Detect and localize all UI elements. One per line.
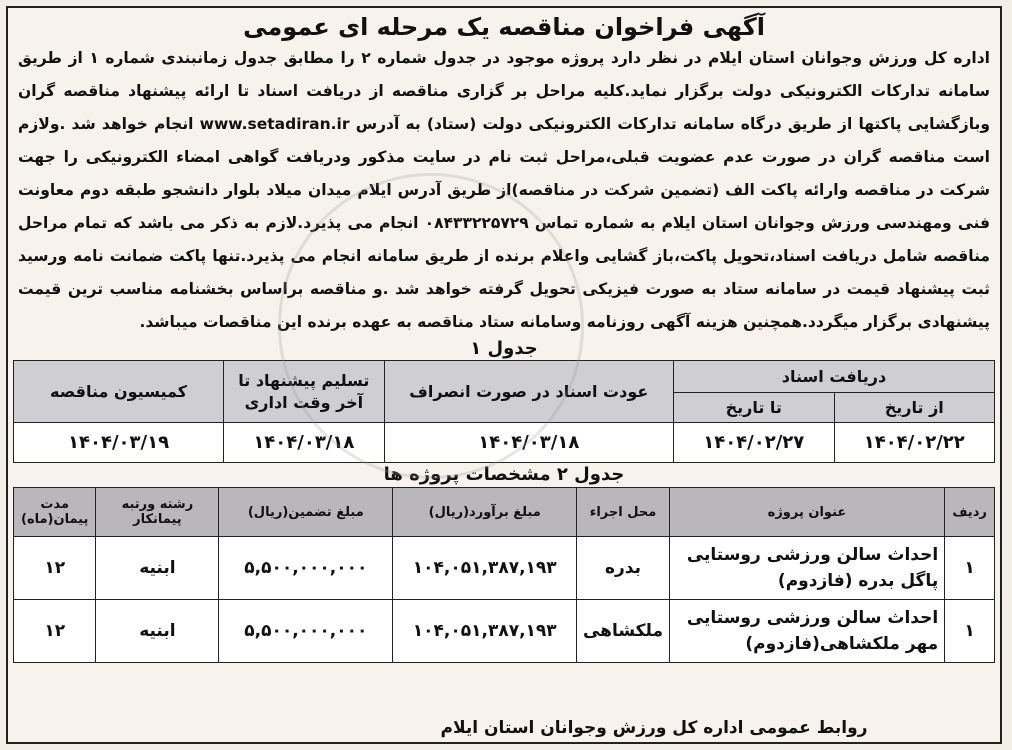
guarantee-header: مبلغ تضمین(ریال): [219, 488, 393, 537]
submit-value: ۱۴۰۴/۰۳/۱۸: [224, 423, 385, 463]
receive-docs-header: دریافت اسناد: [674, 361, 995, 393]
project-field: ابنیه: [96, 537, 219, 600]
deposit-value: ۱۴۰۴/۰۳/۱۸: [384, 423, 673, 463]
table1-title: جدول ۱: [470, 338, 538, 359]
notice-body: اداره کل ورزش وجوانان استان ایلام در نظر دارد پروژه موجود در جدول شماره ۲ را مطابق جدول زمانبندی شماره ۱ از طریق سامانه تدارکات الکترونیکی دولت برگزار نماید.کلیه مراحل بر گزاری مناقصه از دریافت اسناد تا ارائه پیشنهاد مناقصه گران وبازگشایی پاکتها از طریق درگاه سامانه تدارکات الکترونیکی دولت (ستاد) به آدرس www.setadiran.ir انجام خواهد شد .ولازم است مناقصه گران در صورت عدم عضویت قبلی،مراحل ثبت نام در سایت مذکور ودریافت گواهی امضاء الکترونیکی را جهت شرکت در مناقصه وارائه پاکت الف (تضمین شرکت در مناقصه)از طریق آدرس ایلام میدان میلاد بلوار دانشجو طبقه دوم معاونت فنی ومهندسی ورزش وجوانان استان ایلام به شماره تماس ۰۸۴۳۳۲۲۵۷۲۹ انجام می پذیرد.لازم به ذکر می باشد که تمام مراحل مناقصه شامل دریافت اسناد،تحویل پاکت،باز گشایی واعلام برنده از طریق سامانه انجام می پذیرد.تنها پاکت ضمانت نامه ورسید ثبت پیشنهاد قیمت در سامانه ستاد به صورت فیزیکی تحویل گرفته خواهد شد .و مناقصه براساس بخشنامه مناسب ترین قیمت پیشنهادی برگزار میگردد.همچنین هزینه آگهی روزنامه وسامانه ستاد مناقصه به عهده برنده این مناقصات میباشد.: [18, 49, 990, 331]
project-title: احداث سالن ورزشی روستایی پاگل بدره (فازدوم): [669, 537, 944, 600]
project-duration: ۱۲: [14, 537, 96, 600]
commission-value: ۱۴۰۴/۰۳/۱۹: [14, 423, 224, 463]
duration-header: مدت پیمان(ماه): [14, 488, 96, 537]
project-header: عنوان پروژه: [669, 488, 944, 537]
footer-signature: روابط عمومی اداره کل ورزش وجوانان استان ایلام: [440, 718, 868, 738]
location-header: محل اجراء: [577, 488, 670, 537]
project-guarantee: ۵,۵۰۰,۰۰۰,۰۰۰: [219, 537, 393, 600]
page-title: آگهی فراخوان مناقصه یک مرحله ای عمومی: [243, 13, 765, 41]
deposit-header: عودت اسناد در صورت انصراف: [384, 361, 673, 423]
table-row: [14, 600, 995, 663]
tender-notice: [6, 6, 1002, 744]
row-number: ۱: [945, 537, 995, 600]
project-estimate: ۱۰۴,۰۵۱,۳۸۷,۱۹۳: [393, 600, 577, 663]
estimate-header: مبلغ برآورد(ریال): [393, 488, 577, 537]
from-date-value: ۱۴۰۴/۰۲/۲۲: [834, 423, 995, 463]
from-date-header: از تاریخ: [834, 393, 995, 423]
project-duration: ۱۲: [14, 600, 96, 663]
projects-table: [13, 487, 995, 663]
to-date-header: تا تاریخ: [674, 393, 835, 423]
project-field: ابنیه: [96, 600, 219, 663]
project-location: ملکشاهی: [577, 600, 670, 663]
project-title: احداث سالن ورزشی روستایی مهر ملکشاهی(فازدوم): [669, 600, 944, 663]
submit-header: تسلیم پیشنهاد تا آخر وقت اداری: [224, 361, 385, 423]
row-number: ۱: [945, 600, 995, 663]
project-location: بدره: [577, 537, 670, 600]
table2-title: جدول ۲ مشخصات پروژه ها: [383, 464, 625, 485]
field-header: رشته ورتبه پیمانکار: [96, 488, 219, 537]
project-guarantee: ۵,۵۰۰,۰۰۰,۰۰۰: [219, 600, 393, 663]
project-estimate: ۱۰۴,۰۵۱,۳۸۷,۱۹۳: [393, 537, 577, 600]
row-header: ردیف: [945, 488, 995, 537]
commission-header: کمیسیون مناقصه: [14, 361, 224, 423]
to-date-value: ۱۴۰۴/۰۲/۲۷: [674, 423, 835, 463]
table-row: [14, 537, 995, 600]
schedule-table: [13, 360, 995, 463]
